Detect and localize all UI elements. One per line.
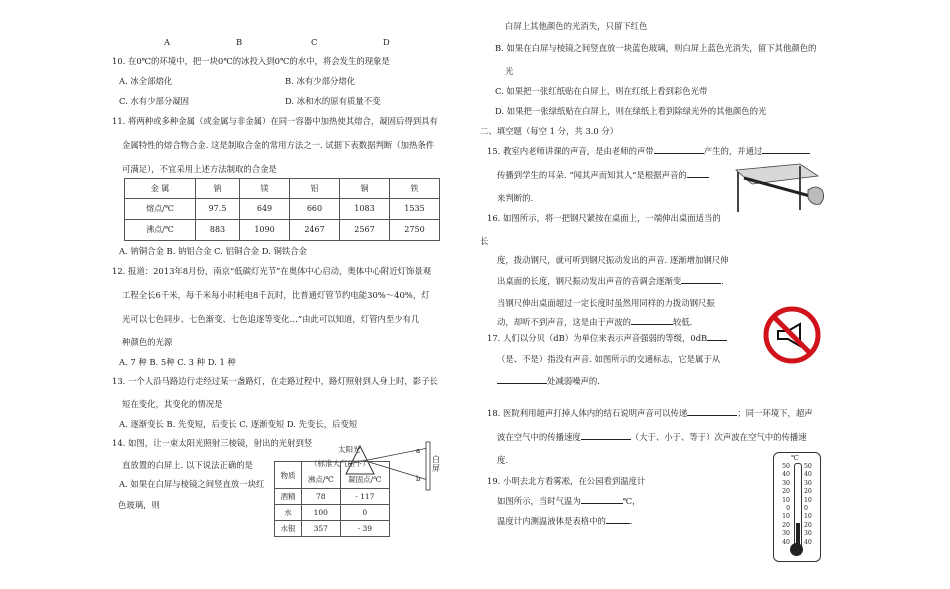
- q16-line4: 当钢尺伸出桌面超过一定长度时虽然用同样的力拨动钢尺振: [497, 298, 715, 308]
- q10-option-d: D. 冰和水的原有质量不变: [285, 96, 381, 106]
- q17-blank-2: [497, 383, 547, 384]
- table-cell: 660: [290, 199, 340, 220]
- q19-blank-1: [581, 503, 623, 504]
- q18-text: 波在空气中的传播速度: [497, 432, 581, 442]
- no-horn-sign-icon: [762, 305, 822, 365]
- q11-line2: 金属特性的熔合物合金. 这是制取合金的常用方法之一. 试据下表数据判断（加热条件: [122, 140, 435, 150]
- q11-line1: 11. 将两种或多种金属（或金属与非金属）在同一容器中加热使其熔合，凝固后得到具有: [112, 116, 438, 126]
- q18-text: 18. 医院利用超声打掉人体内的结石说明声音可以传递: [487, 408, 688, 418]
- hand-shape: [808, 187, 824, 204]
- thermometer-tick-label: 40: [782, 471, 790, 479]
- q19-text: ℃，: [622, 496, 641, 506]
- table-cell: 0: [340, 505, 389, 521]
- q14-option-d: D. 如果把一张绿纸贴在白屏上，则在绿纸上看到除绿光外的其他颜色的光: [495, 106, 767, 116]
- left-scale: [776, 463, 790, 547]
- table-cell: 酒精: [275, 489, 302, 505]
- ruler-on-desk-figure: [730, 160, 830, 220]
- table-header-cell: 镁: [240, 179, 290, 199]
- q16-wrapped-char: 长: [480, 236, 489, 246]
- thermometer-tick-label: 10: [804, 513, 812, 521]
- q16-blank-2: [631, 324, 673, 325]
- q16-text: 动，却听不到声音，这是由于声波的: [497, 317, 631, 327]
- q17-blank-1: [707, 340, 727, 341]
- table-cell: 97.5: [196, 199, 240, 220]
- table-cell: 熔点/℃: [125, 199, 196, 220]
- table-cell: 649: [240, 199, 290, 220]
- thermometer-tick-label: 40: [804, 538, 812, 546]
- q14-option-b-line1: B. 如果在白屏与棱镜之间竖直放一块蓝色玻璃，则白屏上蓝色光消失，留下其他颜色的: [495, 43, 817, 53]
- thermometer-tick-label: 40: [804, 471, 812, 479]
- thermometer-tick-label: 0: [804, 505, 808, 513]
- table-header-cell: 凝固点/℃: [340, 462, 389, 489]
- q19-text: 如图所示，当时气温为: [497, 496, 581, 506]
- table-cell: - 117: [340, 489, 389, 505]
- q18-line3: 度.: [497, 455, 509, 465]
- q16-line1: 16. 如图所示，将一把钢尺紧按在桌面上，一端伸出桌面适当的: [487, 213, 721, 223]
- q15-text: 产生的，并通过: [703, 146, 763, 156]
- q14-line1: 14. 如图，让一束太阳光照射三棱镜，射出的光射到竖: [112, 438, 313, 448]
- q12-line3: 光可以七色同步、七色渐变、七色追逐等变化…”由此可以知道，灯管内至少有几: [122, 314, 420, 324]
- thermometer-tick-label: 30: [782, 530, 790, 538]
- q12-line1: 12. 报道：2013年8月份，南京“低碳灯光节”在奥体中心启动，奥体中心附近灯饰景观: [112, 266, 432, 276]
- q19-line1: 19. 小明去北方看雾凇，在公园看到温度计: [487, 476, 646, 486]
- q18-line1: [487, 408, 813, 418]
- q14-option-a-line1: A. 如果在白屏与棱镜之间竖直放一块红: [119, 479, 265, 489]
- table-cell: 1083: [339, 199, 389, 220]
- q14-line2: 直放置的白屏上. 以下说法正确的是: [122, 460, 253, 470]
- substance-table: [274, 461, 390, 537]
- section-heading-fill-in: 二、填空题（每空 1 分，共 3.0 分）: [480, 126, 619, 136]
- q18-blank-2: [581, 439, 631, 440]
- q14-option-a-line2: 色玻璃，则: [118, 500, 160, 510]
- q12-line2: 工程全长6千米，每千米每小时耗电8千瓦时，比普通灯管节约电能30%～40%，灯: [122, 290, 430, 300]
- thermometer-unit: ℃: [791, 454, 799, 462]
- thermometer-tick-label: 40: [782, 538, 790, 546]
- thermometer-tick-label: 20: [782, 521, 790, 529]
- q13-line2: 短在变化，其变化的情况是: [122, 399, 223, 409]
- q17-text: 17. 人们以分贝（dB）为单位来表示声音强弱的等级，0dB: [487, 333, 708, 343]
- thermometer-tick-label: 30: [804, 530, 812, 538]
- q11-options: A. 钠铜合金 B. 钠铝合金 C. 铝铜合金 D. 铜铁合金: [119, 246, 308, 256]
- q16-blank-1: [681, 283, 721, 284]
- q18-line2: [497, 432, 807, 442]
- q13-options: A. 逐渐变长 B. 先变短，后变长 C. 逐渐变短 D. 先变长，后变短: [119, 419, 358, 429]
- q15-blank-2: [762, 153, 810, 154]
- q16-line2: 度，拨动钢尺，就可听到钢尺振动发出的声音. 逐渐增加钢尺伸: [497, 255, 729, 265]
- q15-line1: [487, 146, 810, 156]
- table-cell: 1090: [240, 220, 290, 241]
- q14-option-b-line2: 光: [505, 66, 514, 76]
- q19-line3: [497, 516, 633, 526]
- table-header-cell: 铜: [339, 179, 389, 199]
- q19-text: 温度计内测温液体是表格中的: [497, 516, 606, 526]
- thermometer-tick-label: 30: [804, 479, 812, 487]
- q18-blank-1: [687, 415, 737, 416]
- q17-line3: [497, 376, 600, 386]
- q10-option-b: B. 冰有少部分熔化: [285, 76, 356, 86]
- q16-line3: [497, 276, 724, 286]
- thermometer-tick-label: 20: [782, 488, 790, 496]
- q11-line3: 可满足），不宜采用上述方法制取的合金是: [122, 164, 277, 174]
- option-header-d: D: [383, 37, 390, 47]
- table-cell: 沸点/℃: [125, 220, 196, 241]
- ray-label-b: b: [416, 475, 421, 483]
- q15-blank-1: [654, 153, 704, 154]
- table-cell: 2750: [389, 220, 439, 241]
- q19-text: .: [629, 516, 633, 526]
- thermometer-tick-label: 0: [786, 505, 790, 513]
- q17-line1: [487, 333, 727, 343]
- thermometer-tick-label: 20: [804, 488, 812, 496]
- right-scale: [804, 463, 818, 547]
- table-header-cell: 金 属: [125, 179, 196, 199]
- table-header-cell: 铝: [290, 179, 340, 199]
- table-cell: 1535: [389, 199, 439, 220]
- thermometer-tick-label: 30: [782, 479, 790, 487]
- q18-text: （大于、小于、等于）次声波在空气中的传播速: [630, 432, 807, 442]
- table-header-cell: 沸点/℃: [302, 462, 341, 489]
- q10-option-c: C. 水有少部分凝固: [119, 96, 190, 106]
- q19-line2: [497, 496, 641, 506]
- screen-label: 白屏: [432, 455, 440, 474]
- q16-text: 较低.: [673, 317, 693, 327]
- thermometer-tick-label: 10: [782, 496, 790, 504]
- q16-text: .: [721, 276, 724, 286]
- q13-line1: 13. 一个人沿马路边行走经过某一盏路灯，在走路过程中，路灯照射到人身上时，影子长: [112, 376, 438, 386]
- q19-blank-2: [606, 523, 630, 524]
- q15-line2: [497, 170, 709, 180]
- option-header-a: A: [164, 37, 171, 47]
- q16-line5: [497, 317, 692, 327]
- thermometer-figure: [773, 452, 821, 562]
- thermometer-tick-label: 10: [782, 513, 790, 521]
- thermometer-tube: [794, 463, 802, 549]
- option-header-c: C: [311, 37, 318, 47]
- q15-line3: 来判断的.: [497, 193, 534, 203]
- table-cell: 100: [302, 505, 341, 521]
- q12-line4: 种颜色的光源: [122, 337, 173, 347]
- table-header-cell: 钠: [196, 179, 240, 199]
- q14-option-c: C. 如果把一张红纸贴在白屏上，则在红纸上看到彩色光带: [495, 86, 708, 96]
- q14-continued: 白屏上其他颜色的光消失，只留下红色: [505, 21, 648, 31]
- table-cell: 78: [302, 489, 341, 505]
- white-screen: [426, 442, 430, 490]
- table-cell: 水银: [275, 521, 302, 537]
- table-header-cell: 物质: [275, 462, 302, 489]
- desk-top: [736, 164, 818, 184]
- q16-text: 出桌面的长度，钢尺振动发出声音的音调会逐渐变: [497, 276, 682, 286]
- table-cell: 357: [302, 521, 341, 537]
- q15-text: 15. 教室内老师讲课的声音，是由老师的声带: [487, 146, 654, 156]
- metal-properties-table: [124, 178, 440, 241]
- table-cell: 2467: [290, 220, 340, 241]
- q10-stem: 10. 在0℃的环境中，把一块0℃的冰投入到0℃的水中，将会发生的现象是: [112, 56, 390, 66]
- q15-blank-3: [687, 177, 709, 178]
- table-cell: 883: [196, 220, 240, 241]
- q12-options: A. 7 种 B. 5种 C. 3 种 D. 1 种: [119, 357, 236, 367]
- option-header-b: B: [236, 37, 243, 47]
- thermometer-tick-label: 10: [804, 496, 812, 504]
- thermometer-tick-label: 20: [804, 521, 812, 529]
- q15-text: 传播到学生的耳朵. “闻其声而知其人”是根据声音的: [497, 170, 687, 180]
- table-cell: 水: [275, 505, 302, 521]
- q18-text: ；同一环境下，超声: [737, 408, 813, 418]
- ray-label-a: a: [416, 447, 421, 455]
- table-cell: - 39: [340, 521, 389, 537]
- thermometer-tick-label: 50: [782, 463, 790, 470]
- q17-line2: （是、不是）指没有声音. 如图所示的交通标志，它是属于从: [497, 354, 721, 364]
- table-header-cell: 铁: [389, 179, 439, 199]
- sunlight-label: 太阳光: [338, 445, 361, 454]
- q10-option-a: A. 冰全部熔化: [119, 76, 173, 86]
- table-cell: 2567: [339, 220, 389, 241]
- thermometer-tick-label: 50: [804, 463, 812, 470]
- sub-table-caption: （标准大气压下）: [310, 459, 370, 468]
- q17-text: 处减弱噪声的.: [547, 376, 600, 386]
- thermometer-bulb: [790, 543, 803, 556]
